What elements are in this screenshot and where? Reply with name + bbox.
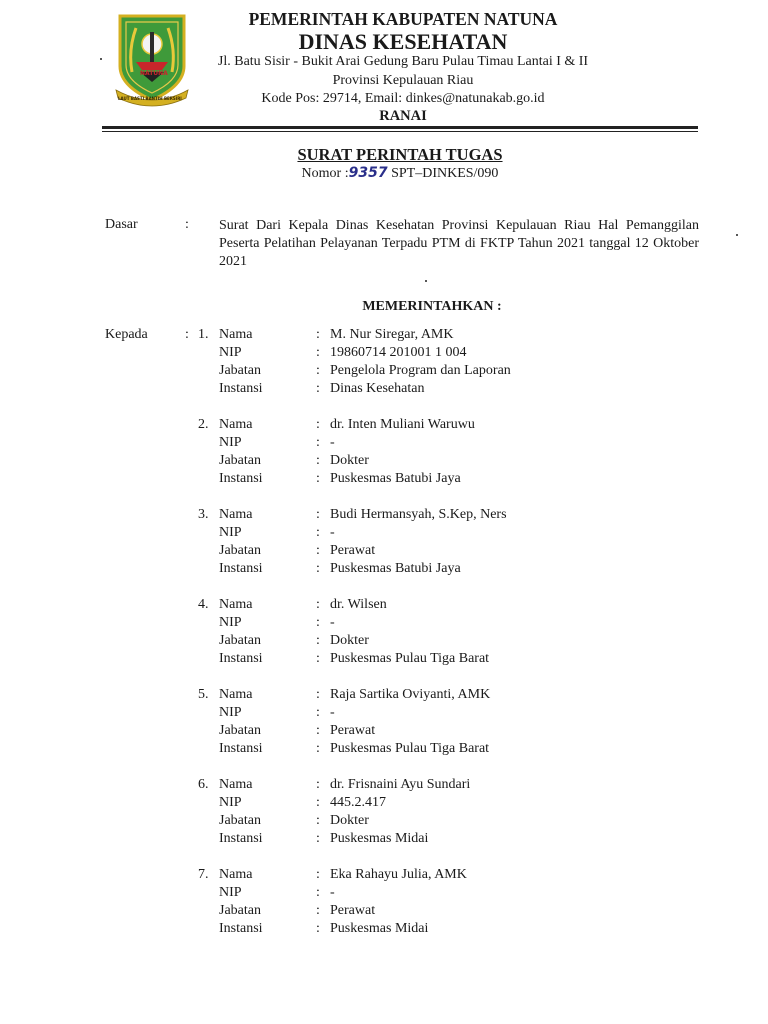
assignee-jabatan: Pengelola Program dan Laporan: [330, 363, 511, 378]
assignee-jabatan: Dokter: [330, 813, 369, 828]
field-colon: :: [316, 651, 320, 666]
assignee-nama-row: [0, 507, 768, 525]
nama-label: Nama: [219, 687, 253, 702]
jabatan-label: Jabatan: [219, 453, 261, 468]
instansi-label: Instansi: [219, 651, 263, 666]
assignee-jabatan: Perawat: [330, 723, 376, 738]
field-colon: :: [316, 723, 320, 738]
field-colon: :: [316, 561, 320, 576]
assignee-nip-row: [0, 615, 768, 633]
assignee-jabatan: Dokter: [330, 633, 369, 648]
assignee-instansi: Puskesmas Batubi Jaya: [330, 471, 461, 486]
assignee-instansi-row: [0, 471, 768, 489]
assignee-record: [0, 507, 768, 579]
assignee-jabatan: Dokter: [330, 453, 369, 468]
field-colon: :: [316, 885, 320, 900]
letter-number-suffix: SPT–DINKES/090: [387, 166, 499, 181]
field-colon: :: [316, 831, 320, 846]
assignee-nama: Raja Sartika Oviyanti, AMK: [330, 687, 491, 702]
jabatan-label: Jabatan: [219, 723, 261, 738]
assignee-nama: dr. Frisnaini Ayu Sundari: [330, 777, 471, 792]
assignee-jabatan-row: [0, 813, 768, 831]
assignee-record: [0, 867, 768, 939]
assignee-nama-row: [0, 597, 768, 615]
assignee-instansi: Puskesmas Midai: [330, 921, 429, 936]
assignee-nama-row: [0, 417, 768, 435]
letterhead-city: RANAI: [379, 108, 427, 124]
assignee-nip-row: [0, 435, 768, 453]
assignee-jabatan-row: [0, 453, 768, 471]
assignee-nip-row: [0, 795, 768, 813]
assignee-nama-row: [0, 777, 768, 795]
field-colon: :: [316, 867, 320, 882]
letter-number-handwritten: 9357: [348, 165, 388, 181]
letterhead-contact: Kode Pos: 29714, Email: dinkes@natunakab.go.id: [261, 91, 545, 106]
dasar-colon: :: [185, 217, 189, 232]
field-colon: :: [316, 741, 320, 756]
letterhead-province: Provinsi Kepulauan Riau: [332, 73, 474, 88]
assignee-nama: M. Nur Siregar, AMK: [330, 327, 454, 342]
nama-label: Nama: [219, 867, 253, 882]
nip-label: NIP: [219, 795, 242, 810]
jabatan-label: Jabatan: [219, 633, 261, 648]
assignee-instansi: Dinas Kesehatan: [330, 381, 425, 396]
memerintahkan-heading: MEMERINTAHKAN :: [362, 299, 502, 314]
field-colon: :: [316, 345, 320, 360]
field-colon: :: [316, 453, 320, 468]
instansi-label: Instansi: [219, 741, 263, 756]
nama-label: Nama: [219, 777, 253, 792]
jabatan-label: Jabatan: [219, 903, 261, 918]
instansi-label: Instansi: [219, 561, 263, 576]
field-colon: :: [316, 327, 320, 342]
field-colon: :: [316, 633, 320, 648]
dasar-label: Dasar: [105, 217, 138, 232]
nip-label: NIP: [219, 525, 242, 540]
assignee-instansi-row: [0, 381, 768, 399]
assignee-instansi-row: [0, 561, 768, 579]
assignee-instansi-row: [0, 741, 768, 759]
emblem-text: NATUNA: [140, 70, 168, 77]
field-colon: :: [316, 507, 320, 522]
assignee-nip: 445.2.417: [330, 795, 386, 810]
jabatan-label: Jabatan: [219, 363, 261, 378]
field-colon: :: [316, 543, 320, 558]
letterhead-department: DINAS KESEHATAN: [298, 29, 508, 54]
kepada-label: Kepada: [105, 327, 148, 342]
assignee-instansi-row: [0, 921, 768, 939]
assignee-record: [0, 417, 768, 489]
assignee-instansi: Puskesmas Midai: [330, 831, 429, 846]
assignee-nip-row: [0, 345, 768, 363]
assignee-nip: -: [330, 705, 335, 720]
kepada-colon: :: [185, 327, 189, 342]
assignee-nip: -: [330, 525, 335, 540]
assignee-nip: -: [330, 885, 335, 900]
assignee-record: [0, 597, 768, 669]
field-colon: :: [316, 381, 320, 396]
letter-number-prefix: Nomor :: [301, 166, 349, 181]
jabatan-label: Jabatan: [219, 813, 261, 828]
letter-title: SURAT PERINTAH TUGAS: [297, 145, 503, 164]
letterhead-government: PEMERINTAH KABUPATEN NATUNA: [248, 9, 558, 29]
assignee-number: 6.: [198, 777, 209, 792]
assignee-nip: 19860714 201001 1 004: [330, 345, 467, 360]
jabatan-label: Jabatan: [219, 543, 261, 558]
field-colon: :: [316, 525, 320, 540]
assignee-number: 3.: [198, 507, 209, 522]
dasar-text: Surat Dari Kepala Dinas Kesehatan Provinsi Kepulauan Riau Hal Pemanggilan Peserta Pelatihan Pelayanan Terpadu PTM di FKTP Tahun 2021 tanggal 12 Oktober 2021: [219, 218, 699, 269]
instansi-label: Instansi: [219, 381, 263, 396]
assignee-instansi-row: [0, 831, 768, 849]
field-colon: :: [316, 705, 320, 720]
field-colon: :: [316, 615, 320, 630]
assignee-instansi-row: [0, 651, 768, 669]
nama-label: Nama: [219, 507, 253, 522]
nama-label: Nama: [219, 597, 253, 612]
field-colon: :: [316, 777, 320, 792]
letterhead-address: Jl. Batu Sisir - Bukit Arai Gedung Baru Pulau Timau Lantai I & II: [217, 54, 589, 69]
assignee-nip: -: [330, 435, 335, 450]
assignee-jabatan-row: [0, 363, 768, 381]
assignee-number: 1.: [198, 327, 209, 342]
assignee-jabatan-row: [0, 633, 768, 651]
nip-label: NIP: [219, 345, 242, 360]
assignee-nama-row: [0, 687, 768, 705]
assignee-number: 5.: [198, 687, 209, 702]
assignee-record: [0, 327, 768, 399]
assignee-jabatan: Perawat: [330, 903, 376, 918]
assignee-nama-row: [0, 327, 768, 345]
nip-label: NIP: [219, 615, 242, 630]
assignee-nama: dr. Wilsen: [330, 597, 387, 612]
field-colon: :: [316, 687, 320, 702]
assignee-nip-row: [0, 705, 768, 723]
field-colon: :: [316, 363, 320, 378]
assignee-nama: dr. Inten Muliani Waruwu: [330, 417, 475, 432]
field-colon: :: [316, 471, 320, 486]
emblem-motto: LAUT BASTI BANTIH BERSIRI: [118, 96, 182, 101]
assignee-nip-row: [0, 525, 768, 543]
assignee-jabatan-row: [0, 543, 768, 561]
assignee-number: 7.: [198, 867, 209, 882]
assignee-nama-row: [0, 867, 768, 885]
assignee-jabatan: Perawat: [330, 543, 376, 558]
assignee-number: 2.: [198, 417, 209, 432]
nama-label: Nama: [219, 327, 253, 342]
nama-label: Nama: [219, 417, 253, 432]
assignee-instansi: Puskesmas Pulau Tiga Barat: [330, 651, 490, 666]
assignee-nip: -: [330, 615, 335, 630]
assignee-nama: Budi Hermansyah, S.Kep, Ners: [330, 507, 507, 522]
assignee-record: [0, 777, 768, 849]
field-colon: :: [316, 417, 320, 432]
assignee-record: [0, 687, 768, 759]
instansi-label: Instansi: [219, 921, 263, 936]
assignee-jabatan-row: [0, 903, 768, 921]
nip-label: NIP: [219, 885, 242, 900]
nip-label: NIP: [219, 705, 242, 720]
instansi-label: Instansi: [219, 831, 263, 846]
assignee-number: 4.: [198, 597, 209, 612]
field-colon: :: [316, 813, 320, 828]
nip-label: NIP: [219, 435, 242, 450]
assignee-jabatan-row: [0, 723, 768, 741]
field-colon: :: [316, 921, 320, 936]
field-colon: :: [316, 435, 320, 450]
assignee-nip-row: [0, 885, 768, 903]
instansi-label: Instansi: [219, 471, 263, 486]
field-colon: :: [316, 597, 320, 612]
assignee-instansi: Puskesmas Batubi Jaya: [330, 561, 461, 576]
assignee-nama: Eka Rahayu Julia, AMK: [330, 867, 467, 882]
field-colon: :: [316, 903, 320, 918]
assignee-instansi: Puskesmas Pulau Tiga Barat: [330, 741, 490, 756]
field-colon: :: [316, 795, 320, 810]
